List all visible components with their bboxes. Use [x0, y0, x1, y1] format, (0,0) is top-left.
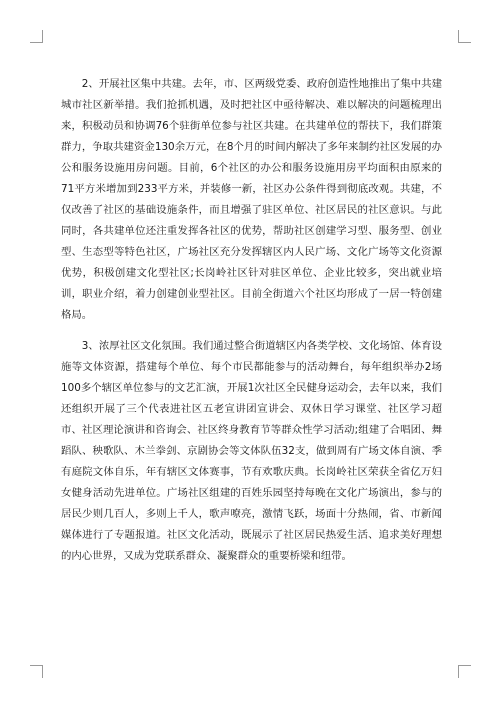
crop-mark-bottom-right — [458, 665, 471, 678]
paragraph-community-co-construction: 2、开展社区集中共建。去年，市、区两级党委、政府创造性地推出了集中共建城市社区新举措。我们抢抓机遇，及时把社区中亟待解决、难以解决的问题梳理出来，积极动员和协调76个驻街单位参与社区共建。在共建单位的帮扶下，我们群策群力，争取共建资金130余万元，在8个月的时间内解决了多年来制约社区发展的办公和服务设施用房问题。目前，6个社区的办公和服务设施用房平均面积由原来的71平方米增加到233平方米，并装修一新，社区办公条件得到彻底改观。共建，不仅改善了社区的基础设施条件，而且增强了驻区单位、社区居民的社区意识。与此同时，各共建单位还注重发挥各社区的优势，帮助社区创建学习型、服务型、创业型、生态型等特色社区，广场社区充分发挥辖区内人民广场、文化广场等文化资源优势，积极创建文化型社区;长岗岭社区针对驻区单位、企业比较多，突出就业培训，职业介绍，着力创建创业型社区。目前全街道六个社区均形成了一居一特创建格局。 — [61, 78, 442, 321]
crop-mark-top-right — [458, 30, 471, 43]
crop-mark-top-left — [30, 30, 43, 43]
paragraph-community-culture: 3、浓厚社区文化氛围。我们通过整合街道辖区内各类学校、文化场馆、体育设施等文体资源，搭建每个单位、每个市民都能参与的活动舞台，每年组织举办2场100多个辖区单位参与的文艺汇演，开展1次社区全民健身运动会，去年以来，我们还组织开展了三个代表进社区五老宣讲团宣讲会、双休日学习课堂、社区学习超市、社区理论演讲和咨询会、社区终身教育节等群众性学习活动;组建了合唱团、舞蹈队、秧歌队、木兰拳剑、京剧协会等文体队伍32支，做到周有广场文体自演、季有庭院文体自乐，年有辖区文体赛事，节有欢歌庆典。长岗岭社区荣获全省亿万妇女健身活动先进单位。广场社区组建的百姓乐园坚持每晚在文化广场演出，参与的居民少则几百人，多则上千人，歌声嘹亮，激情飞跃，场面十分热闹，省、市新闻媒体进行了专题报道。社区文化活动，既展示了社区居民热爱生活、追求美好理想的内心世界，又成为党联系群众、凝聚群众的重要桥梁和纽带。 — [61, 340, 442, 562]
crop-mark-bottom-left — [30, 665, 43, 678]
document-body — [61, 74, 442, 567]
